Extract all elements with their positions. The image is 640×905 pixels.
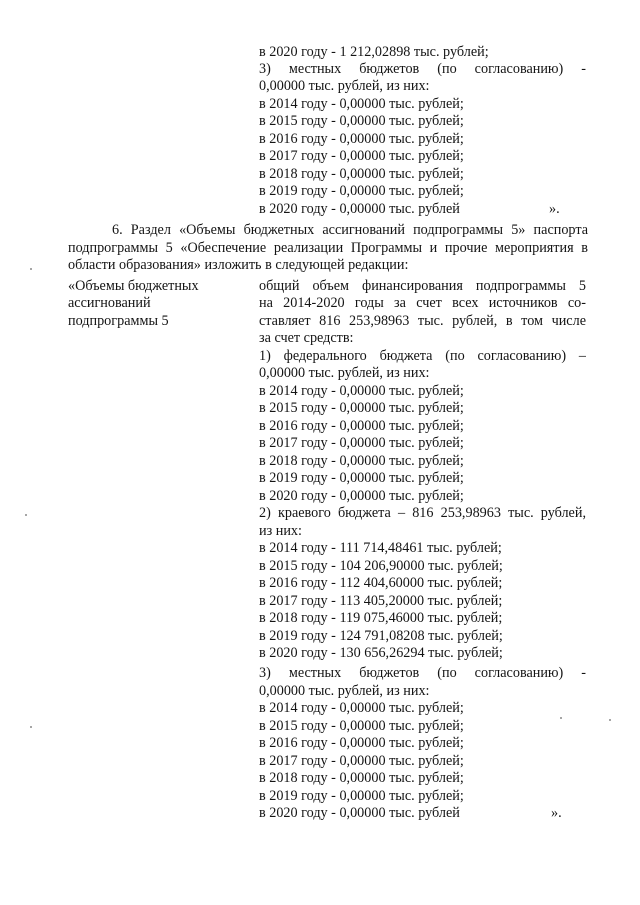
top-2020-total-line: в 2020 году - 1 212,02898 тыс. рублей; bbox=[259, 44, 489, 60]
local-year-2017: в 2017 году - 0,00000 тыс. рублей; bbox=[259, 753, 464, 769]
summary-line-2: на 2014-2020 годы за счет всех источников со- bbox=[259, 295, 586, 311]
scan-speck bbox=[25, 514, 27, 516]
top-local-heading-1: 3) местных бюджетов (по согласованию) - bbox=[259, 61, 586, 77]
regional-year-2019: в 2019 году - 124 791,08208 тыс. рублей; bbox=[259, 628, 503, 644]
regional-year-2020: в 2020 году - 130 656,26294 тыс. рублей; bbox=[259, 645, 503, 661]
summary-line-1: общий объем финансирования подпрограммы 5 bbox=[259, 278, 586, 294]
regional-year-2014: в 2014 году - 111 714,48461 тыс. рублей; bbox=[259, 540, 502, 556]
summary-line-4: за счет средств: bbox=[259, 330, 354, 346]
top-closing-quote: ». bbox=[549, 201, 560, 217]
federal-year-2019: в 2019 году - 0,00000 тыс. рублей; bbox=[259, 470, 464, 486]
local-year-2018: в 2018 году - 0,00000 тыс. рублей; bbox=[259, 770, 464, 786]
local-year-2019: в 2019 году - 0,00000 тыс. рублей; bbox=[259, 788, 464, 804]
top-local-year-2017: в 2017 году - 0,00000 тыс. рублей; bbox=[259, 148, 464, 164]
instruction-line-1: 6. Раздел «Объемы бюджетных ассигнований подпрограммы 5» паспорта bbox=[112, 222, 588, 238]
regional-year-2015: в 2015 году - 104 206,90000 тыс. рублей; bbox=[259, 558, 503, 574]
regional-year-2016: в 2016 году - 112 404,60000 тыс. рублей; bbox=[259, 575, 503, 591]
regional-year-2017: в 2017 году - 113 405,20000 тыс. рублей; bbox=[259, 593, 503, 609]
left-label-line-3: подпрограммы 5 bbox=[68, 313, 169, 329]
top-local-heading-2: 0,00000 тыс. рублей, из них: bbox=[259, 78, 430, 94]
local-heading-1: 3) местных бюджетов (по согласованию) - bbox=[259, 665, 586, 681]
local-year-2020: в 2020 году - 0,00000 тыс. рублей bbox=[259, 805, 460, 821]
federal-heading-2: 0,00000 тыс. рублей, из них: bbox=[259, 365, 430, 381]
local-year-2014: в 2014 году - 0,00000 тыс. рублей; bbox=[259, 700, 464, 716]
federal-heading-1: 1) федерального бюджета (по согласованию) – bbox=[259, 348, 586, 364]
federal-year-2017: в 2017 году - 0,00000 тыс. рублей; bbox=[259, 435, 464, 451]
summary-line-3: ставляет 816 253,98963 тыс. рублей, в том числе bbox=[259, 313, 586, 329]
local-year-2016: в 2016 году - 0,00000 тыс. рублей; bbox=[259, 735, 464, 751]
top-local-year-2020: в 2020 году - 0,00000 тыс. рублей bbox=[259, 201, 460, 217]
local-closing-quote: ». bbox=[551, 805, 562, 821]
federal-year-2015: в 2015 году - 0,00000 тыс. рублей; bbox=[259, 400, 464, 416]
scan-speck bbox=[609, 719, 611, 721]
scan-speck bbox=[30, 268, 32, 270]
top-local-year-2015: в 2015 году - 0,00000 тыс. рублей; bbox=[259, 113, 464, 129]
left-label-line-1: «Объемы бюджетных bbox=[68, 278, 199, 294]
federal-year-2020: в 2020 году - 0,00000 тыс. рублей; bbox=[259, 488, 464, 504]
top-local-year-2016: в 2016 году - 0,00000 тыс. рублей; bbox=[259, 131, 464, 147]
top-local-year-2018: в 2018 году - 0,00000 тыс. рублей; bbox=[259, 166, 464, 182]
federal-year-2014: в 2014 году - 0,00000 тыс. рублей; bbox=[259, 383, 464, 399]
scan-speck bbox=[30, 726, 32, 728]
regional-heading-1: 2) краевого бюджета – 816 253,98963 тыс. рублей, bbox=[259, 505, 586, 521]
top-local-year-2014: в 2014 году - 0,00000 тыс. рублей; bbox=[259, 96, 464, 112]
regional-year-2018: в 2018 году - 119 075,46000 тыс. рублей; bbox=[259, 610, 503, 626]
scan-speck bbox=[560, 717, 562, 719]
local-year-2015: в 2015 году - 0,00000 тыс. рублей; bbox=[259, 718, 464, 734]
regional-heading-2: из них: bbox=[259, 523, 302, 539]
left-label-line-2: ассигнований bbox=[68, 295, 151, 311]
instruction-line-2: подпрограммы 5 «Обеспечение реализации Программы и прочие мероприятия в bbox=[68, 240, 588, 256]
federal-year-2018: в 2018 году - 0,00000 тыс. рублей; bbox=[259, 453, 464, 469]
local-heading-2: 0,00000 тыс. рублей, из них: bbox=[259, 683, 430, 699]
top-local-year-2019: в 2019 году - 0,00000 тыс. рублей; bbox=[259, 183, 464, 199]
federal-year-2016: в 2016 году - 0,00000 тыс. рублей; bbox=[259, 418, 464, 434]
instruction-line-3: области образования» изложить в следующей редакции: bbox=[68, 257, 409, 273]
